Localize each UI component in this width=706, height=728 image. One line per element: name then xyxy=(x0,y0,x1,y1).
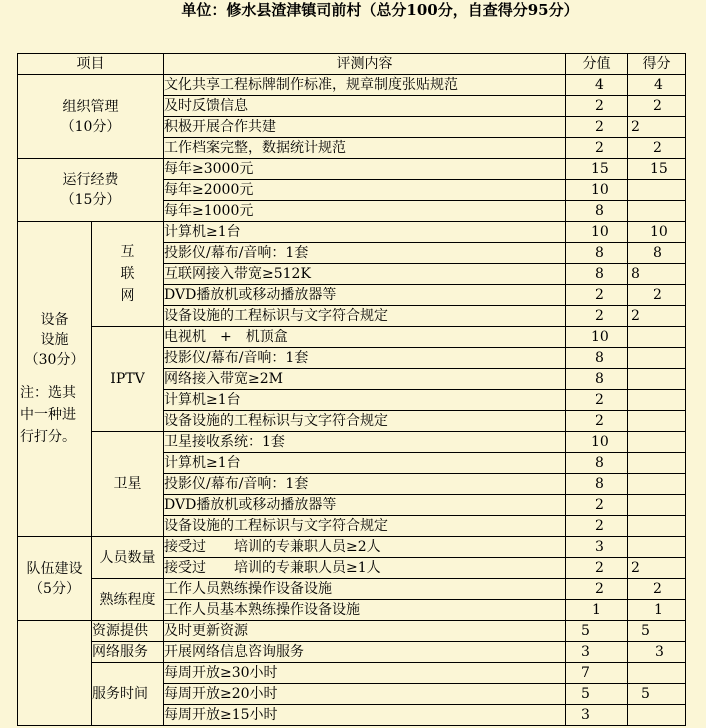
value-cell xyxy=(566,558,628,579)
value-cell xyxy=(566,411,628,432)
value-cell xyxy=(566,117,628,138)
item-cell: 计算机≥1台 xyxy=(164,222,566,243)
score-cell xyxy=(628,600,686,621)
value-cell xyxy=(566,663,628,684)
item-cell: 开展网络信息咨询服务 xyxy=(164,642,566,663)
score-cell xyxy=(628,642,686,663)
score-cell xyxy=(628,390,686,411)
header-value: 分值 xyxy=(566,54,628,75)
value-text: 1 xyxy=(592,602,601,618)
item-cell: 每年≥1000元 xyxy=(164,201,566,222)
subcategory-internet-3: 网 xyxy=(120,288,135,304)
value-text: 10 xyxy=(591,434,609,450)
score-text: 3 xyxy=(655,644,664,660)
table-row xyxy=(18,159,686,180)
score-text: 2 xyxy=(653,287,662,303)
score-cell xyxy=(628,705,686,726)
score-text: 10 xyxy=(650,224,668,240)
score-text: 2 xyxy=(631,308,640,324)
category-org-points: （10分） xyxy=(60,118,121,135)
item-cell: 每周开放≥30小时 xyxy=(164,663,566,684)
item-cell: 及时反馈信息 xyxy=(164,96,566,117)
table-row xyxy=(18,663,686,684)
value-text: 2 xyxy=(595,140,604,156)
item-cell: 及时更新资源 xyxy=(164,621,566,642)
score-cell xyxy=(628,180,686,201)
category-funding-name: 运行经费 xyxy=(62,172,119,188)
subcategory-satellite: 卫星 xyxy=(92,432,164,537)
item-cell: 电视机 + 机顶盒 xyxy=(164,327,566,348)
score-cell xyxy=(628,474,686,495)
category-service xyxy=(18,621,92,726)
item-cell: 每年≥3000元 xyxy=(164,159,566,180)
item-cell: 设备设施的工程标识与文字符合规定 xyxy=(164,411,566,432)
item-cell: 接受过 培训的专兼职人员≥1人 xyxy=(164,558,566,579)
value-cell xyxy=(566,369,628,390)
value-text: 2 xyxy=(595,413,604,429)
category-funding xyxy=(18,159,164,222)
value-cell xyxy=(566,264,628,285)
item-cell: DVD播放机或移动播放器等 xyxy=(164,495,566,516)
value-cell xyxy=(566,516,628,537)
subcategory-internet xyxy=(92,222,164,327)
item-cell: 文化共享工程标牌制作标准，规章制度张贴规范 xyxy=(164,75,566,96)
value-text: 3 xyxy=(581,644,590,660)
score-text: 2 xyxy=(653,581,662,597)
category-team-points: （5分） xyxy=(29,580,80,597)
value-text: 10 xyxy=(591,182,609,198)
score-cell xyxy=(628,243,686,264)
item-cell: 接受过 培训的专兼职人员≥2人 xyxy=(164,537,566,558)
item-cell: 网络接入带宽≥2M xyxy=(164,369,566,390)
value-text: 8 xyxy=(595,245,604,261)
item-cell: 设备设施的工程标识与文字符合规定 xyxy=(164,516,566,537)
value-text: 3 xyxy=(595,539,604,555)
score-text: 4 xyxy=(654,77,663,93)
score-cell xyxy=(628,453,686,474)
subcategory-iptv: IPTV xyxy=(92,327,164,432)
table-row xyxy=(18,642,686,663)
item-cell: DVD播放机或移动播放器等 xyxy=(164,285,566,306)
value-cell xyxy=(566,96,628,117)
value-text: 5 xyxy=(581,623,590,639)
score-cell xyxy=(628,369,686,390)
evaluation-table xyxy=(17,53,686,726)
value-cell xyxy=(566,390,628,411)
score-cell xyxy=(628,96,686,117)
score-cell xyxy=(628,411,686,432)
table-row xyxy=(18,327,686,348)
table-row xyxy=(18,579,686,600)
item-cell: 工作档案完整，数据统计规范 xyxy=(164,138,566,159)
table-row xyxy=(18,621,686,642)
value-text: 8 xyxy=(595,476,604,492)
score-text: 2 xyxy=(653,98,662,114)
category-org-name: 组织管理 xyxy=(62,98,119,115)
subcategory-internet-1: 互 xyxy=(120,244,135,260)
header-project: 项目 xyxy=(18,54,164,75)
table-row xyxy=(18,537,686,558)
subcategory-proficiency: 熟练程度 xyxy=(92,579,164,621)
table-row xyxy=(18,75,686,96)
score-cell xyxy=(628,579,686,600)
score-cell xyxy=(628,348,686,369)
category-equipment-name-1: 设备 xyxy=(40,312,69,328)
header-row xyxy=(18,54,686,75)
score-cell xyxy=(628,663,686,684)
value-text: 10 xyxy=(591,224,609,240)
value-text: 2 xyxy=(595,98,604,114)
category-equipment xyxy=(18,222,92,537)
category-equipment-name-2: 设施 xyxy=(40,332,69,348)
value-cell xyxy=(566,201,628,222)
value-cell xyxy=(566,306,628,327)
item-cell: 每年≥2000元 xyxy=(164,180,566,201)
value-cell xyxy=(566,159,628,180)
subcategory-network-service: 网络服务 xyxy=(92,642,164,663)
item-cell: 计算机≥1台 xyxy=(164,453,566,474)
item-cell: 投影仪/幕布/音响：1套 xyxy=(164,474,566,495)
header-content: 评测内容 xyxy=(164,54,566,75)
score-cell xyxy=(628,201,686,222)
category-org xyxy=(18,75,164,159)
subcategory-resource: 资源提供 xyxy=(92,621,164,642)
value-cell xyxy=(566,642,628,663)
value-text: 2 xyxy=(595,287,604,303)
value-text: 8 xyxy=(595,455,604,471)
score-cell xyxy=(628,327,686,348)
value-cell xyxy=(566,705,628,726)
item-cell: 卫星接收系统：1套 xyxy=(164,432,566,453)
score-cell xyxy=(628,264,686,285)
value-text: 7 xyxy=(581,665,590,681)
value-cell xyxy=(566,537,628,558)
value-cell xyxy=(566,600,628,621)
item-cell: 积极开展合作共建 xyxy=(164,117,566,138)
table-row xyxy=(18,432,686,453)
value-text: 2 xyxy=(595,560,604,576)
value-cell xyxy=(566,138,628,159)
value-cell xyxy=(566,621,628,642)
value-text: 8 xyxy=(595,350,604,366)
item-cell: 工作人员熟练操作设备设施 xyxy=(164,579,566,600)
score-cell xyxy=(628,432,686,453)
score-cell xyxy=(628,306,686,327)
category-equipment-points: （30分） xyxy=(24,352,85,368)
table-row xyxy=(18,222,686,243)
header-score: 得分 xyxy=(628,54,686,75)
score-cell xyxy=(628,285,686,306)
value-text: 4 xyxy=(595,77,604,93)
score-cell xyxy=(628,558,686,579)
item-cell: 每周开放≥20小时 xyxy=(164,684,566,705)
item-cell: 互联网接入带宽≥512K xyxy=(164,264,566,285)
value-text: 2 xyxy=(595,119,604,135)
category-equipment-note-1: 注：选其 xyxy=(20,385,76,401)
item-cell: 投影仪/幕布/音响：1套 xyxy=(164,243,566,264)
value-cell xyxy=(566,495,628,516)
score-cell xyxy=(628,75,686,96)
value-cell xyxy=(566,75,628,96)
score-cell xyxy=(628,138,686,159)
page-title xyxy=(0,0,706,24)
score-text: 8 xyxy=(631,266,640,282)
score-cell xyxy=(628,621,686,642)
item-cell: 设备设施的工程标识与文字符合规定 xyxy=(164,306,566,327)
value-text: 2 xyxy=(595,581,604,597)
value-cell xyxy=(566,432,628,453)
score-cell xyxy=(628,684,686,705)
value-text: 2 xyxy=(595,497,604,513)
score-text: 2 xyxy=(631,119,640,135)
value-cell xyxy=(566,222,628,243)
value-cell xyxy=(566,180,628,201)
score-text: 8 xyxy=(653,245,662,261)
value-text: 10 xyxy=(591,329,609,345)
category-funding-points: （15分） xyxy=(60,192,121,208)
category-equipment-note-3: 行打分。 xyxy=(20,429,76,445)
subcategory-service-time: 服务时间 xyxy=(92,663,164,726)
value-text: 5 xyxy=(581,686,590,702)
value-cell xyxy=(566,327,628,348)
value-cell xyxy=(566,474,628,495)
score-text: 2 xyxy=(653,140,662,156)
value-cell xyxy=(566,285,628,306)
category-team-name: 队伍建设 xyxy=(26,560,83,577)
score-text: 2 xyxy=(631,560,640,576)
value-cell xyxy=(566,243,628,264)
item-cell: 每周开放≥15小时 xyxy=(164,705,566,726)
value-text: 8 xyxy=(595,266,604,282)
item-cell: 计算机≥1台 xyxy=(164,390,566,411)
value-text: 8 xyxy=(595,203,604,219)
value-text: 15 xyxy=(591,161,609,177)
item-cell: 工作人员基本熟练操作设备设施 xyxy=(164,600,566,621)
category-equipment-note-2: 中一种进 xyxy=(20,407,76,423)
score-text: 5 xyxy=(641,623,650,639)
value-cell xyxy=(566,348,628,369)
value-text: 2 xyxy=(595,518,604,534)
subcategory-internet-2: 联 xyxy=(120,266,135,282)
score-text: 5 xyxy=(641,686,650,702)
page-title-text: 单位：修水县渣津镇司前村（总分100分，自查得分95分） xyxy=(181,1,579,19)
score-cell xyxy=(628,516,686,537)
subcategory-staff-count: 人员数量 xyxy=(92,537,164,579)
value-cell xyxy=(566,579,628,600)
item-cell: 投影仪/幕布/音响：1套 xyxy=(164,348,566,369)
score-text: 1 xyxy=(654,602,663,618)
score-cell xyxy=(628,117,686,138)
score-cell xyxy=(628,495,686,516)
value-text: 2 xyxy=(595,392,604,408)
value-cell xyxy=(566,453,628,474)
value-cell xyxy=(566,684,628,705)
value-text: 3 xyxy=(581,707,590,723)
score-cell xyxy=(628,222,686,243)
score-text: 15 xyxy=(650,161,668,177)
category-team xyxy=(18,537,92,621)
score-cell xyxy=(628,537,686,558)
value-text: 2 xyxy=(595,308,604,324)
value-text: 8 xyxy=(595,371,604,387)
score-cell xyxy=(628,159,686,180)
